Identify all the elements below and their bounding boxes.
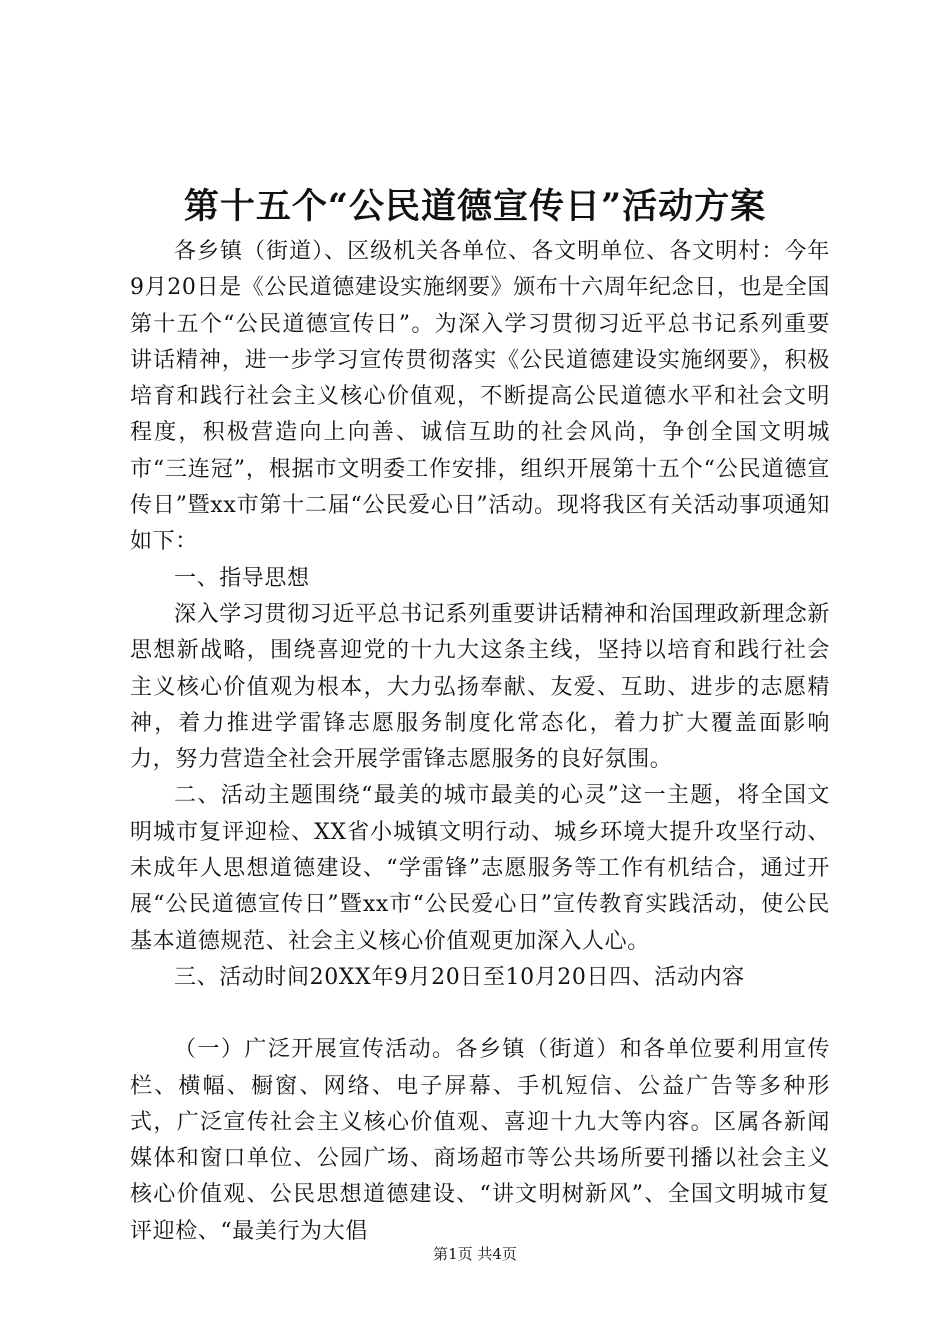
paragraph-gap [130,996,830,1032]
paragraph-guiding-ideology: 深入学习贯彻习近平总书记系列重要讲话精神和治国理政新理念新思想新战略，围绕喜迎党的十九大这条主线，坚持以培育和践行社会主义核心价值观为根本，大力弘扬奉献、友爱、互助、进步的志愿精神，着力推进学雷锋志愿服务制度化常态化，着力扩大覆盖面影响力，努力营造全社会开展学雷锋志愿服务的良好氛围。 [130,601,830,773]
paragraph-activity-time: 三、活动时间20XX年9月20日至10月20日四、活动内容 [174,964,745,990]
paragraph-activity-theme: 二、活动主题围绕“最美的城市最美的心灵”这一主题，将全国文明城市复评迎检、XX省小城镇文明行动、城乡环境大提升攻坚行动、未成年人思想道德建设、“学雷锋”志愿服务等工作有机结合，通过开展“公民道德宣传日”暨xx市“公民爱心日”宣传教育实践活动，使公民基本道德规范、社会主义核心价值观更加深入人心。 [130,783,830,954]
paragraph-publicity: （一）广泛开展宣传活动。各乡镇（街道）和各单位要利用宣传栏、横幅、橱窗、网络、电子屏幕、手机短信、公益广告等多种形式，广泛宣传社会主义核心价值观、喜迎十九大等内容。区属各新闻媒体和窗口单位、公园广场、商场超市等公共场所要刊播以社会主义核心价值观、公民思想道德建设、“讲文明树新风”、全国文明城市复评迎检、“最美行为大倡 [130,1037,830,1244]
page-number: 第1页 共4页 [433,1245,517,1263]
document-body [130,234,830,1250]
document-title: 第十五个“公民道德宣传日”活动方案 [183,186,767,227]
paragraph-intro: 各乡镇（街道）、区级机关各单位、各文明单位、各文明村：今年9月20日是《公民道德建设实施纲要》颁布十六周年纪念日，也是全国第十五个“公民道德宣传日”。为深入学习贯彻习近平总书记系列重要讲话精神，进一步学习宣传贯彻落实《公民道德建设实施纲要》，积极培育和践行社会主义核心价值观，不断提高公民道德水平和社会文明程度，积极营造向上向善、诚信互助的社会风尚，争创全国文明城市“三连冠”，根据市文明委工作安排，组织开展第十五个“公民道德宣传日”暨xx市第十二届“公民爱心日”活动。现将我区有关活动事项通知如下： [130,239,830,555]
heading-guiding-ideology: 一、指导思想 [174,565,310,591]
